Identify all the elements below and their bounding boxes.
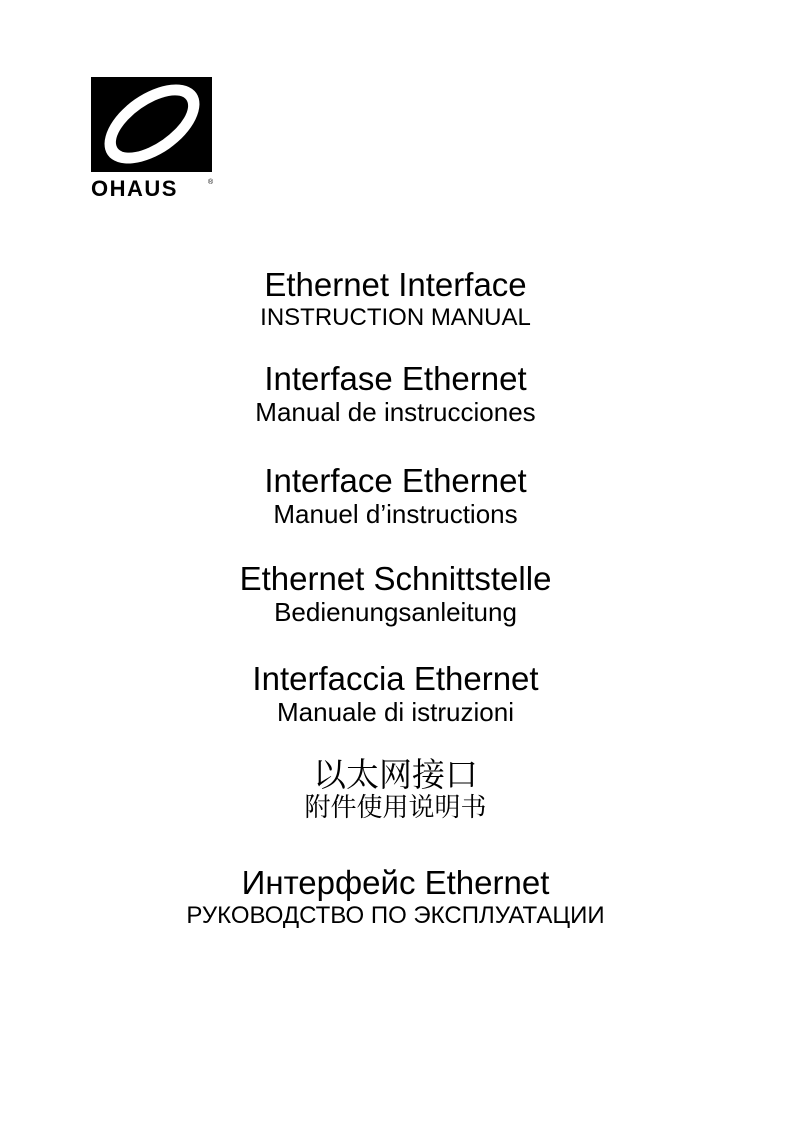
title-block-french [0, 461, 791, 559]
brand-wordmark: OHAUS [91, 176, 178, 201]
subtitle-russian: РУКОВОДСТВО ПО ЭКСПЛУАТАЦИИ [186, 902, 605, 929]
subtitle-spanish: Manual de instrucciones [255, 397, 536, 427]
title-chinese: 以太网接口 [313, 755, 478, 794]
title-block-spanish [0, 359, 791, 461]
title-italian: Interfaccia Ethernet [252, 660, 539, 697]
ohaus-logo [90, 77, 218, 201]
title-block-russian [0, 863, 791, 943]
subtitle-german: Bedienungsanleitung [274, 597, 517, 627]
subtitle-chinese: 附件使用说明书 [304, 793, 487, 823]
subtitle-italian: Manuale di istruzioni [276, 697, 514, 727]
title-block-italian [0, 659, 791, 755]
title-french: Interface Ethernet [264, 462, 527, 499]
subtitle-french: Manuel d’instructions [273, 499, 518, 529]
registered-mark: ® [208, 179, 214, 186]
title-german: Ethernet Schnittstelle [239, 560, 552, 597]
title-russian: Интерфейс Ethernet [241, 864, 550, 901]
title-spanish: Interfase Ethernet [264, 360, 527, 397]
subtitle-english: INSTRUCTION MANUAL [260, 304, 531, 331]
title-block-chinese [0, 755, 791, 863]
title-english: Ethernet Interface [264, 266, 527, 303]
title-block-english [0, 265, 791, 359]
title-block-german [0, 559, 791, 659]
ohaus-logo-icon [90, 77, 218, 201]
title-list [0, 265, 791, 943]
